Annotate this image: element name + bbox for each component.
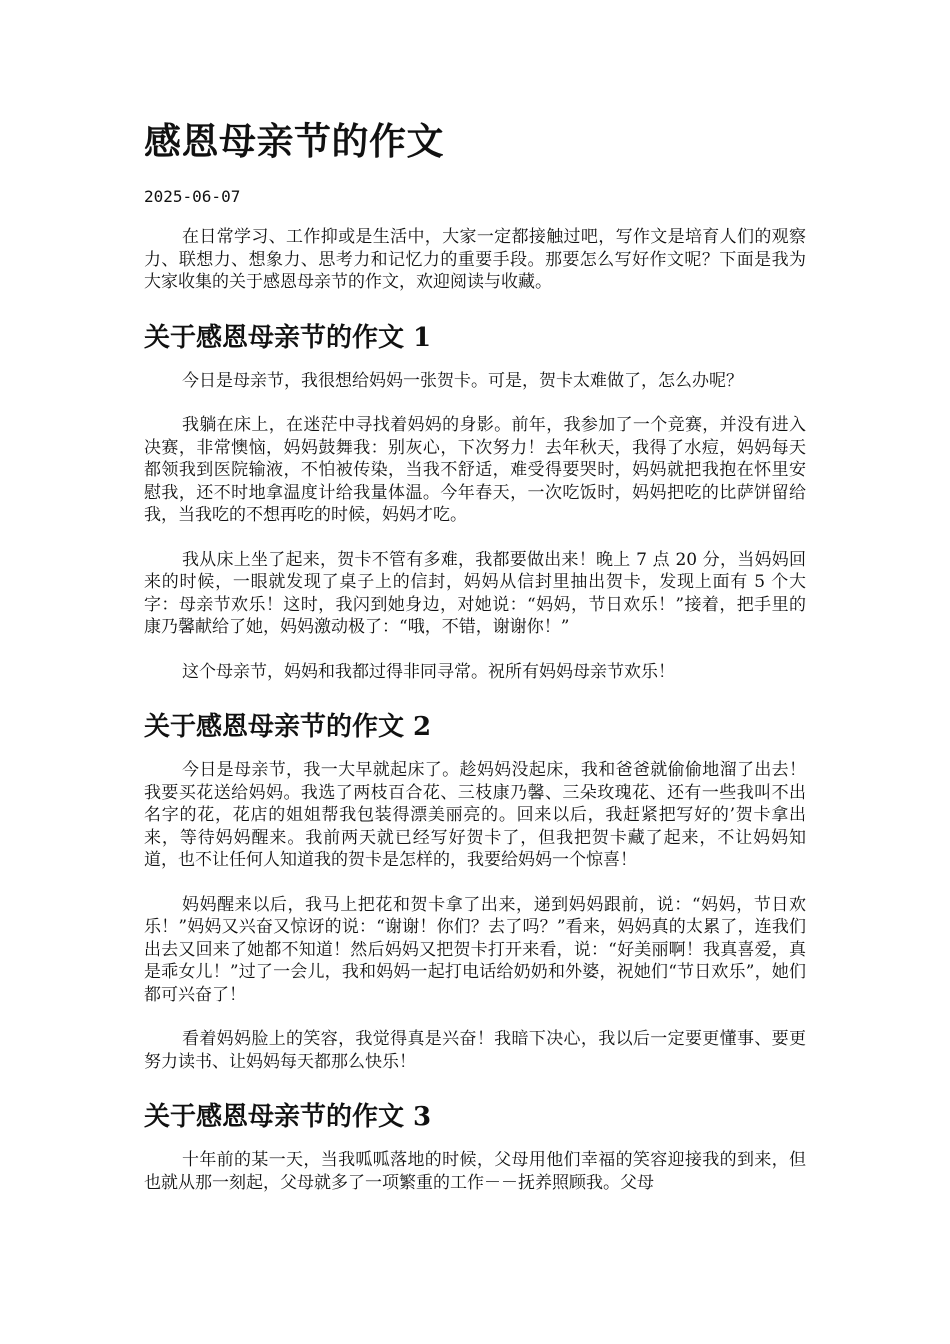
body-paragraph: 我从床上坐了起来，贺卡不管有多难，我都要做出来！晚上 7 点 20 分，当妈妈回来的时候，一眼就发现了桌子上的信封，妈妈从信封里抽出贺卡，发现上面有 5 个大字：母亲节欢乐！这时，我闪到她身边，对她说：“妈妈，节日欢乐！”接着，把手里的康乃馨献给了她，妈妈激动极了：“哦，不错，谢谢你！”	[144, 549, 806, 637]
intro-paragraph: 在日常学习、工作抑或是生活中，大家一定都接触过吧，写作文是培育人们的观察力、联想力、想象力、思考力和记忆力的重要手段。那要怎么写好作文呢？下面是我为大家收集的关于感恩母亲节的作文，欢迎阅读与收藏。	[144, 227, 806, 292]
essay-section-1	[144, 320, 806, 684]
document-page	[144, 116, 806, 1194]
body-paragraph: 看着妈妈脸上的笑容，我觉得真是兴奋！我暗下决心，我以后一定要更懂事、要更努力读书、让妈妈每天都那么快乐！	[144, 1029, 806, 1072]
body-paragraph: 今日是母亲节，我一大早就起床了。趁妈妈没起床，我和爸爸就偷偷地溜了出去！我要买花送给妈妈。我选了两枝百合花、三枝康乃馨、三朵玫瑰花、还有一些我叫不出名字的花，花店的姐姐帮我包装得漂美丽亮的。回来以后，我赶紧把写好的’贺卡拿出来，等待妈妈醒来。我前两天就已经写好贺卡了，但我把贺卡藏了起来，不让妈妈知道，也不让任何人知道我的贺卡是怎样的，我要给妈妈一个惊喜！	[144, 760, 806, 870]
body-paragraph: 这个母亲节，妈妈和我都过得非同寻常。祝所有妈妈母亲节欢乐！	[182, 661, 675, 682]
body-paragraph: 我躺在床上，在迷茫中寻找着妈妈的身影。前年，我参加了一个竞赛，并没有进入决赛，非常懊恼，妈妈鼓舞我：别灰心，下次努力！去年秋天，我得了水痘，妈妈每天都领我到医院输液，不怕被传染，当我不舒适，难受得要哭时，妈妈就把我抱在怀里安慰我，还不时地拿温度计给我量体温。今年春天，一次吃饭时，妈妈把吃的比萨饼留给我，当我吃的不想再吃的时候，妈妈才吃。	[144, 415, 806, 525]
section-body	[144, 1149, 806, 1194]
section-heading: 关于感恩母亲节的作文 1	[144, 322, 432, 353]
document-title: 感恩母亲节的作文	[144, 119, 444, 163]
body-paragraph: 十年前的某一天，当我呱呱落地的时候，父母用他们幸福的笑容迎接我的到来，但也就从那一刻起，父母就多了一项繁重的工作－－抚养照顾我。父母	[144, 1150, 806, 1193]
document-date: 2025-06-07	[144, 187, 241, 206]
essay-section-3	[144, 1099, 806, 1194]
section-heading: 关于感恩母亲节的作文 2	[144, 712, 432, 742]
section-heading: 关于感恩母亲节的作文 3	[144, 1102, 432, 1132]
essay-section-2	[144, 709, 806, 1073]
section-body	[144, 759, 806, 1073]
body-paragraph: 妈妈醒来以后，我马上把花和贺卡拿了出来，递到妈妈跟前，说：“妈妈，节日欢乐！”妈妈又兴奋又惊讶的说：“谢谢！你们？去了吗？”看来，妈妈真的太累了，连我们出去又回来了她都不知道！然后妈妈又把贺卡打开来看，说：“好美丽啊！我真喜爱，真是乖女儿！”过了一会儿，我和妈妈一起打电话给奶奶和外婆，祝她们“节日欢乐”，她们都可兴奋了！	[144, 894, 806, 1005]
body-paragraph: 今日是母亲节，我很想给妈妈一张贺卡。可是，贺卡太难做了，怎么办呢？	[182, 370, 743, 391]
section-body	[144, 370, 806, 684]
